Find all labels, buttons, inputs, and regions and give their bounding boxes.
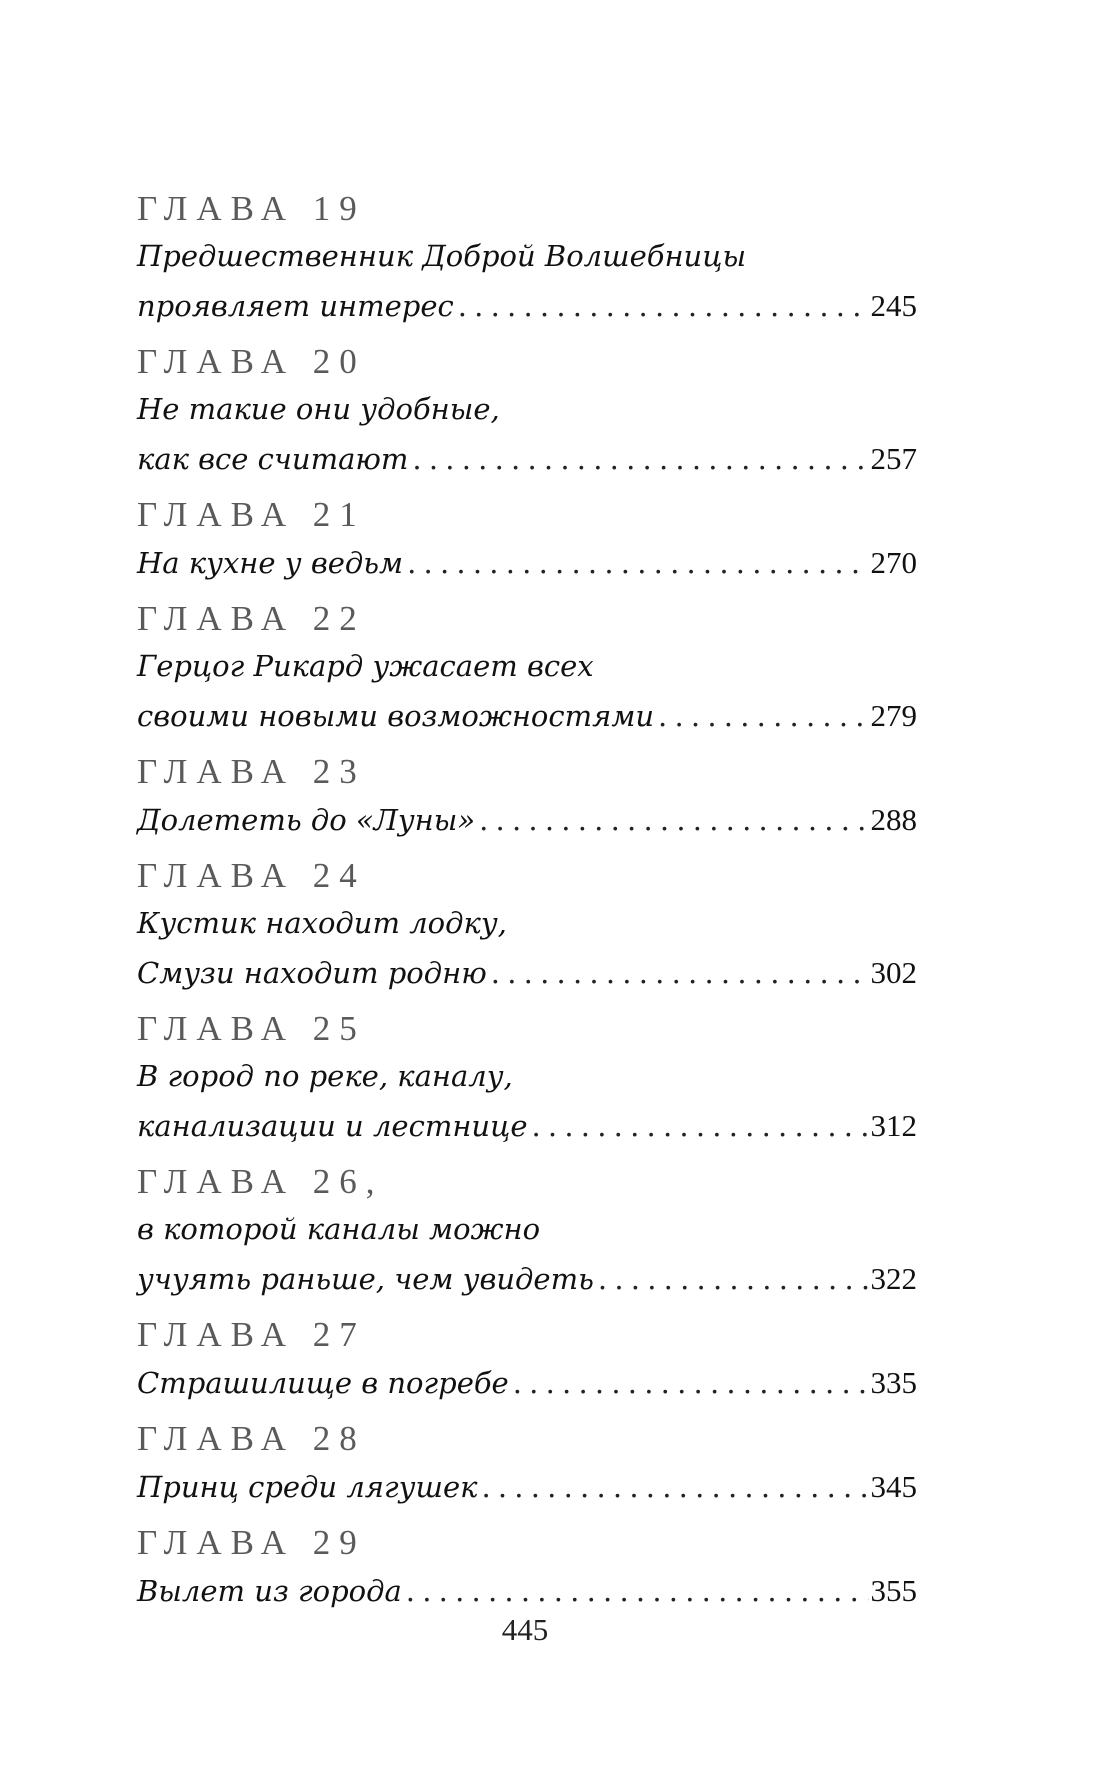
chapter-title-last-line [137, 538, 917, 587]
chapter-title-line: Предшественник Доброй Волшебницы [137, 239, 747, 273]
chapter-title-line: в которой каналы можно [137, 1212, 541, 1246]
page-number: 270 [870, 545, 917, 580]
chapter-label: ГЛАВА 28 [137, 1419, 366, 1458]
chapter-title-text: Страшилище в погребе [137, 1366, 509, 1400]
chapter-title-text: Вылет из города [137, 1574, 402, 1608]
dot-leader [491, 949, 869, 998]
toc-entry-chapter-22[interactable] [137, 595, 917, 740]
chapter-title-text: Смузи находит родню [137, 956, 487, 990]
page-number: 345 [870, 1469, 917, 1504]
chapter-title-last-line [137, 1254, 917, 1303]
chapter-label: ГЛАВА 19 [137, 189, 366, 228]
chapter-title-last-line [137, 691, 917, 740]
chapter-title-line: Герцог Рикард ужасает всех [137, 649, 594, 683]
chapter-title-text: своими новыми возможностями [137, 699, 655, 733]
toc-entry-chapter-19[interactable] [137, 185, 917, 330]
page-number: 355 [870, 1573, 917, 1608]
chapter-title-text: Принц среди лягушек [137, 1470, 478, 1504]
dot-leader [532, 1102, 869, 1151]
chapter-label: ГЛАВА 23 [137, 752, 366, 791]
page-number: 257 [870, 441, 917, 476]
chapter-label: ГЛАВА 27 [137, 1315, 366, 1354]
toc-entry-chapter-27[interactable] [137, 1311, 917, 1407]
dot-leader [406, 1567, 869, 1616]
chapter-title-last-line [137, 948, 917, 997]
chapter-title-last-line [137, 795, 917, 844]
chapter-label: ГЛАВА 26, [137, 1162, 384, 1201]
dot-leader [481, 1463, 868, 1512]
chapter-title-last-line [137, 434, 917, 483]
chapter-title-line: Кустик находит лодку, [137, 906, 507, 940]
chapter-title-text: Долететь до «Луны» [137, 803, 476, 837]
chapter-label: ГЛАВА 21 [137, 495, 366, 534]
page-number: 335 [870, 1365, 917, 1400]
toc-entry-chapter-23[interactable] [137, 748, 917, 844]
dot-leader [513, 1359, 869, 1408]
dot-leader [407, 539, 868, 588]
page-number: 312 [870, 1108, 917, 1143]
chapter-title-text: проявляет интерес [137, 289, 454, 323]
page-number: 322 [870, 1261, 917, 1296]
chapter-title-last-line [137, 1566, 917, 1615]
toc-entry-chapter-26[interactable] [137, 1158, 917, 1303]
chapter-title-text: как все считают [137, 442, 409, 476]
chapter-title-last-line [137, 1462, 917, 1511]
chapter-title-last-line [137, 1101, 917, 1150]
chapter-label: ГЛАВА 25 [137, 1009, 366, 1048]
chapter-title-text: На кухне у ведьм [137, 546, 404, 580]
dot-leader [458, 282, 869, 331]
chapter-label: ГЛАВА 24 [137, 856, 366, 895]
chapter-title-text: учуять раньше, чем увидеть [137, 1262, 594, 1296]
chapter-title-last-line [137, 281, 917, 330]
toc-entry-chapter-24[interactable] [137, 852, 917, 997]
chapter-label: ГЛАВА 29 [137, 1523, 366, 1562]
chapter-label: ГЛАВА 20 [137, 342, 366, 381]
table-of-contents [137, 185, 917, 1623]
dot-leader [412, 435, 868, 484]
page-number: 288 [870, 802, 917, 837]
toc-entry-chapter-21[interactable] [137, 491, 917, 587]
chapter-title-line: В город по реке, каналу, [137, 1059, 513, 1093]
toc-entry-chapter-29[interactable] [137, 1519, 917, 1615]
page-number: 279 [870, 698, 917, 733]
dot-leader [598, 1255, 869, 1304]
toc-entry-chapter-28[interactable] [137, 1415, 917, 1511]
chapter-title-last-line [137, 1358, 917, 1407]
toc-entry-chapter-25[interactable] [137, 1005, 917, 1150]
chapter-title-line: Не такие они удобные, [137, 392, 500, 426]
dot-leader [479, 796, 868, 845]
page-number: 302 [870, 955, 917, 990]
dot-leader [658, 692, 868, 741]
page-number: 245 [870, 288, 917, 323]
chapter-title-text: канализации и лестнице [137, 1109, 528, 1143]
toc-entry-chapter-20[interactable] [137, 338, 917, 483]
page-folio-number: 445 [501, 1612, 549, 1647]
chapter-label: ГЛАВА 22 [137, 599, 366, 638]
